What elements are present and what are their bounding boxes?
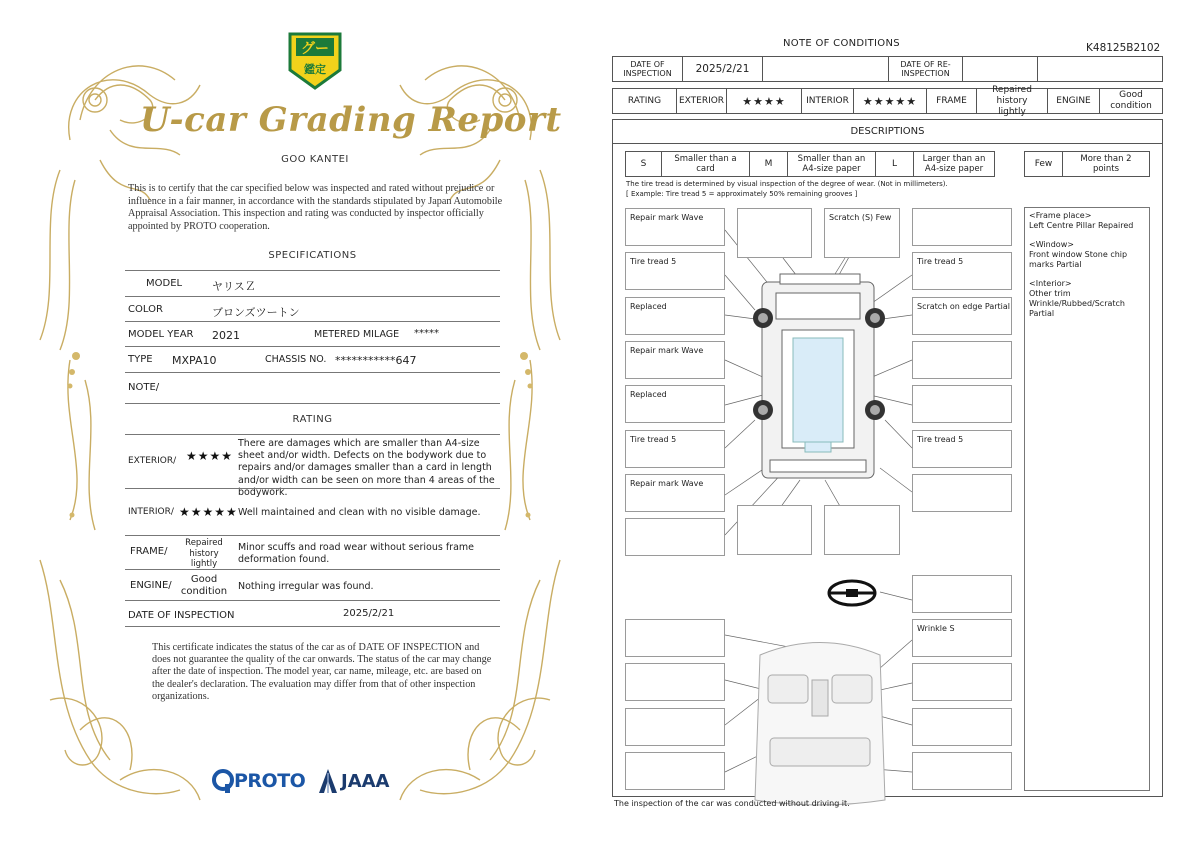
legend-m-text: Smaller than an A4-size paper	[788, 152, 876, 176]
condition-box	[625, 252, 725, 290]
frame-place-text: Left Centre Pillar Repaired	[1029, 221, 1134, 230]
legend-s-text: Smaller than a card	[662, 152, 750, 176]
date-inspection-value: 2025/2/21	[683, 57, 763, 81]
svg-text:グー: グー	[301, 41, 329, 57]
engine-value: Good condition	[180, 574, 228, 597]
model-year-value: 2021	[212, 329, 240, 342]
date-reinspection-label: DATE OF RE-INSPECTION	[888, 57, 963, 81]
frame-value: Repaired history lightly	[977, 89, 1048, 113]
sheet-title: NOTE OF CONDITIONS	[783, 38, 900, 49]
svg-text:鑑定: 鑑定	[304, 63, 326, 76]
proto-mark-icon	[212, 768, 234, 794]
legend-l-text: Larger than an A4-size paper	[922, 154, 986, 174]
condition-note: Replaced	[630, 302, 667, 311]
window-text: Front window Stone chip marks Partial	[1029, 250, 1128, 269]
divider	[125, 488, 500, 489]
specifications-heading: SPECIFICATIONS	[268, 250, 357, 261]
model-year-label: MODEL YEAR	[128, 329, 194, 340]
condition-box	[912, 208, 1012, 246]
condition-note: Tire tread 5	[917, 435, 964, 444]
condition-box	[625, 341, 725, 379]
divider	[125, 372, 500, 373]
condition-box	[625, 385, 725, 423]
frame-label: FRAME/	[130, 546, 168, 557]
jaaa-logo-text: JAAA	[341, 770, 390, 792]
condition-box	[912, 575, 1012, 613]
condition-box	[737, 208, 812, 258]
interior-stars: ★★★★★	[179, 505, 238, 519]
condition-box	[912, 341, 1012, 379]
inspection-date-label: DATE OF INSPECTION	[128, 610, 235, 621]
condition-box	[625, 430, 725, 468]
condition-box	[824, 505, 900, 555]
color-label: COLOR	[128, 304, 163, 315]
divider	[125, 403, 500, 404]
tire-example-note: [ Example: Tire tread 5 = approximately 50% remaining grooves ]	[626, 190, 858, 198]
interior-line-2: Wrinkle/Rubbed/Scratch	[1029, 299, 1125, 308]
condition-box	[912, 385, 1012, 423]
goo-kantei-logo	[286, 30, 344, 92]
divider	[125, 626, 500, 627]
condition-box	[912, 663, 1012, 701]
date-inspection-label: DATE OF INSPECTION	[613, 57, 683, 81]
model-value: ヤリスＺ	[212, 280, 256, 293]
descriptions-heading: DESCRIPTIONS	[613, 120, 1162, 144]
rating-label: RATING	[613, 89, 677, 113]
divider	[125, 321, 500, 322]
inspection-date-value: 2025/2/21	[343, 608, 395, 619]
engine-label: ENGINE/	[130, 580, 172, 591]
chassis-value: ***********647	[335, 354, 417, 367]
rating-heading: RATING	[292, 414, 333, 425]
engine-label: ENGINE	[1048, 89, 1100, 113]
certification-statement: This is to certify that the car specified below was inspected and rated without prejudice or influence in a fair manner, in accordance with the standards stipulated by Japan Automobile Appraisal Association. This inspection and rating was conducted by inspector officially appointed by PROTO cooperation.	[128, 183, 503, 232]
divider	[125, 535, 500, 536]
condition-box	[824, 208, 900, 258]
proto-logo	[212, 768, 305, 794]
frame-value: Repaired history lightly	[185, 538, 223, 569]
proto-logo-text: PROTO	[234, 770, 306, 792]
interior-description: Well maintained and clean with no visible damage.	[238, 507, 481, 518]
chassis-label: CHASSIS NO.	[265, 354, 327, 365]
interior-heading: <Interior>	[1029, 279, 1072, 288]
condition-box	[912, 474, 1012, 512]
exterior-description: There are damages which are smaller than A4-size sheet and/or width. Defects on the bodywork due to repairs and/or damages smaller than a card in length and/or width can be seen on more than 4 areas of the bodywork.	[238, 438, 495, 498]
condition-note: Repair mark Wave	[630, 213, 704, 222]
condition-box	[625, 619, 725, 657]
divider	[125, 434, 500, 435]
condition-box	[625, 663, 725, 701]
condition-box	[912, 708, 1012, 746]
sheet-code: K48125B2102	[1086, 42, 1161, 54]
condition-box	[625, 518, 725, 556]
condition-box	[912, 252, 1012, 290]
condition-box	[625, 474, 725, 512]
window-heading: <Window>	[1029, 240, 1074, 249]
condition-box	[625, 752, 725, 790]
mileage-value: *****	[414, 328, 439, 339]
condition-box	[625, 708, 725, 746]
interior-stars: ★★★★★	[854, 89, 927, 113]
divider	[125, 346, 500, 347]
interior-label: INTERIOR/	[128, 507, 174, 517]
color-value: ブロンズツートン	[212, 306, 300, 319]
type-value: MXPA10	[172, 354, 217, 367]
model-label: MODEL	[146, 278, 183, 289]
engine-description: Nothing irregular was found.	[238, 581, 374, 592]
frame-description: Minor scuffs and road wear without serious frame deformation found.	[238, 542, 474, 566]
condition-box	[912, 430, 1012, 468]
condition-box	[912, 297, 1012, 335]
condition-note: Tire tread 5	[630, 435, 677, 444]
condition-box	[912, 619, 1012, 657]
note-label: NOTE/	[128, 382, 160, 393]
inspection-footnote: The inspection of the car was conducted without driving it.	[614, 799, 850, 808]
condition-box	[737, 505, 812, 555]
divider	[125, 270, 500, 271]
exterior-stars: ★★★★	[186, 449, 234, 463]
legend-few-text: More than 2 points	[1080, 154, 1132, 174]
legend-few-key: Few	[1025, 152, 1063, 176]
mileage-label: METERED MILAGE	[314, 329, 400, 340]
divider	[125, 600, 500, 601]
divider	[125, 569, 500, 570]
frame-place-heading: <Frame place>	[1029, 211, 1092, 220]
interior-label: INTERIOR	[802, 89, 854, 113]
condition-box	[625, 297, 725, 335]
report-title: U-car Grading Report	[140, 100, 562, 140]
frame-label: FRAME	[927, 89, 977, 113]
note-of-conditions-sheet	[600, 0, 1200, 848]
exterior-label: EXTERIOR/	[128, 456, 177, 466]
exterior-label: EXTERIOR	[677, 89, 727, 113]
jaaa-mark-icon	[318, 768, 338, 794]
legend-m-key: M	[750, 152, 788, 176]
condition-box	[912, 752, 1012, 790]
report-subtitle: GOO KANTEI	[281, 154, 349, 165]
condition-note: Repair mark Wave	[630, 479, 704, 488]
certificate-disclaimer: This certificate indicates the status of the car as of DATE OF INSPECTION and does not guarantee the quality of the car onwards. The status of the car may change after the date of inspection. The model year, car name, mileage, etc. are based on the dealer's declaration. The evaluation may differ from that of other inspection organizations.	[152, 642, 492, 702]
condition-note: Replaced	[630, 390, 667, 399]
jaaa-logo	[318, 768, 390, 794]
type-label: TYPE	[128, 354, 153, 365]
interior-line-1: Other trim	[1029, 289, 1071, 298]
condition-note: Scratch (S) Few	[829, 213, 892, 222]
condition-note: Tire tread 5	[917, 257, 964, 266]
legend-l-key: L	[876, 152, 914, 176]
interior-line-3: Partial	[1029, 309, 1055, 318]
divider	[125, 296, 500, 297]
condition-box	[625, 208, 725, 246]
condition-note: Tire tread 5	[630, 257, 677, 266]
legend-s-key: S	[626, 152, 662, 176]
exterior-stars: ★★★★	[727, 89, 802, 113]
engine-value: Good condition	[1110, 90, 1152, 111]
condition-note: Wrinkle S	[917, 624, 955, 633]
steering-wheel-icon	[829, 581, 875, 605]
condition-note: Scratch on edge Partial	[917, 302, 1011, 311]
condition-note: Repair mark Wave	[630, 346, 704, 355]
tire-note: The tire tread is determined by visual inspection of the degree of wear. (Not in millimeters).	[626, 180, 948, 188]
